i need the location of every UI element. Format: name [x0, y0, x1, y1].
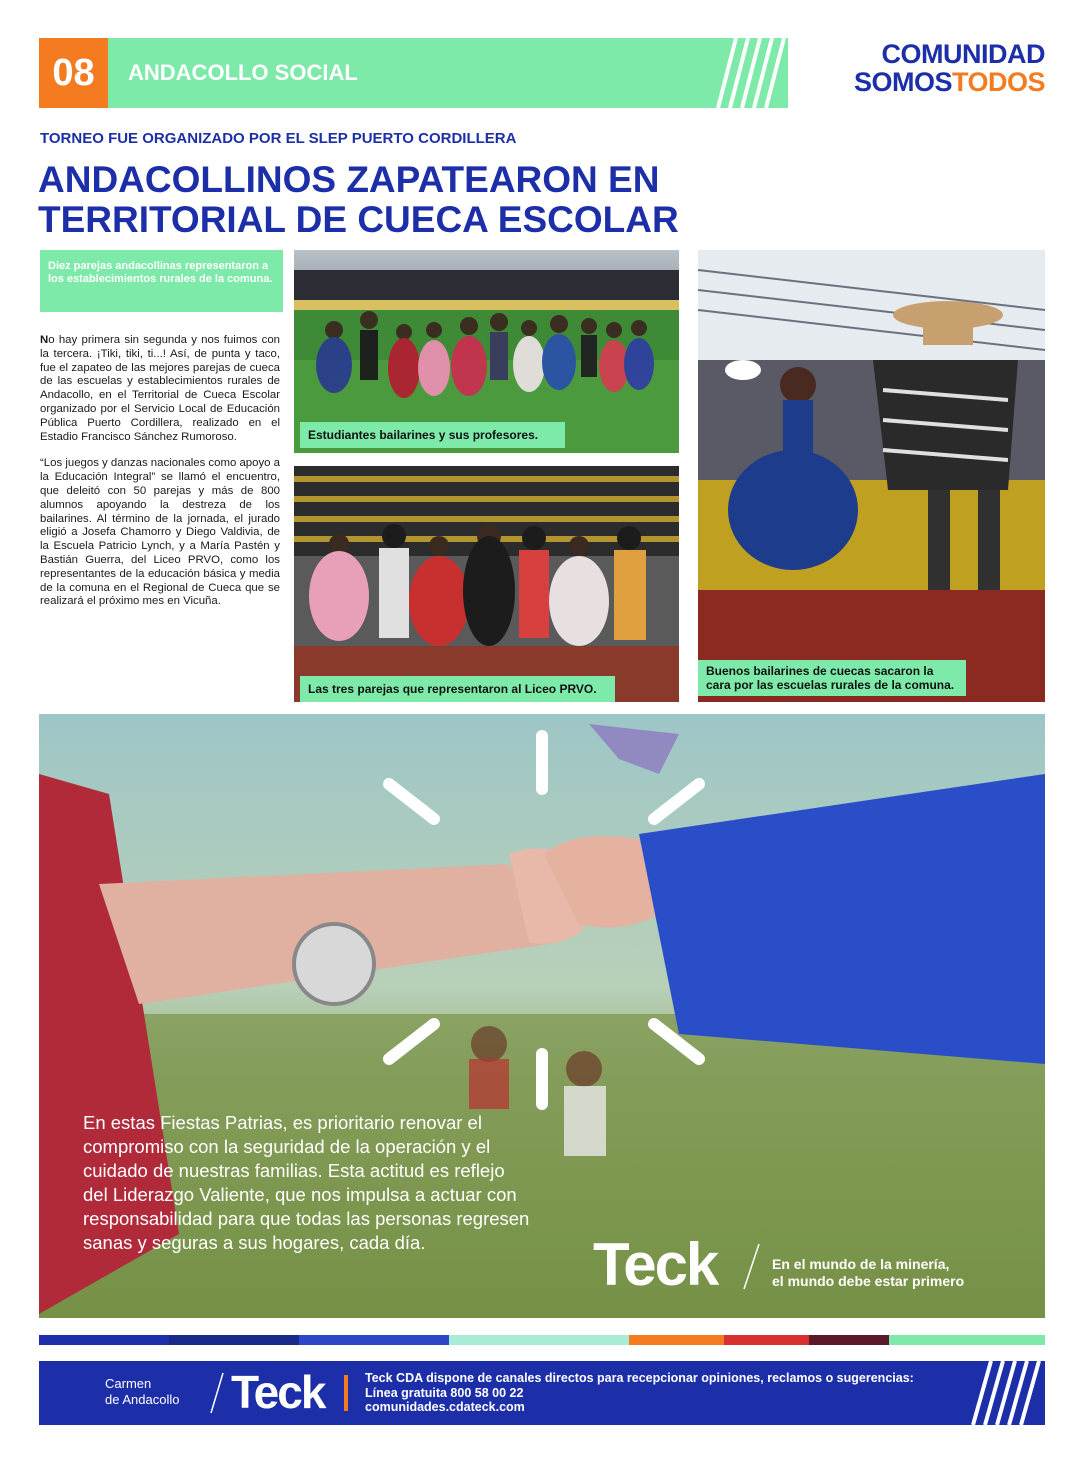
ad-tagline: [772, 1256, 964, 1290]
stripe-segment: [724, 1335, 809, 1345]
article-kicker: TORNEO FUE ORGANIZADO POR EL SLEP PUERTO CORDILLERA: [40, 130, 517, 147]
page-number: 08: [39, 38, 108, 108]
photo-liceo-couples: [294, 466, 679, 702]
paragraph-1: [40, 334, 280, 444]
brand-logo: [800, 40, 1045, 96]
brand-line1: COMUNIDAD: [881, 39, 1045, 69]
dropcap: N: [40, 334, 49, 346]
photo-image: [294, 466, 679, 702]
headline-line2: TERRITORIAL DE CUECA ESCOLAR: [38, 199, 679, 240]
lead-box: Diez parejas andacollinas representaron a los establecimientos rurales de la comuna.: [40, 250, 283, 312]
section-bar: [108, 38, 788, 108]
teck-logo: Teck: [593, 1231, 718, 1298]
article-headline: [38, 160, 738, 240]
info-line1: Teck CDA dispone de canales directos para recepcionar opiniones, reclamos o sugerencias:: [365, 1371, 914, 1385]
footer-contact-info: [365, 1371, 914, 1415]
photo-students-teachers: [294, 250, 679, 453]
carmen-logo: [105, 1376, 179, 1408]
tagline-line1: En el mundo de la minería,: [772, 1256, 950, 1272]
color-stripe-bar: [39, 1335, 1045, 1345]
stripe-segment: [449, 1335, 629, 1345]
paragraph-2: “Los juegos y danzas nacionales como apoyo a la Educación Integral” se llamó el encuentro, que deleitó con 50 parejas y más de 800 alumnos apoyando la destreza de los bailarines. Al término de la jornada, el jurado eligió a Josefa Chamorro y Diego Valdivia, de la Escuela Patricio Lynch, y a María Pastén y Bastián Guerra, del Liceo PRVO, como los representantes de la educación básica y media de la comuna en el Regional de Cueca que se realizará el próximo mes en Vicuña.: [40, 457, 280, 608]
footer-bar: [39, 1361, 1045, 1425]
carmen-line1: Carmen: [105, 1376, 152, 1391]
info-line3[interactable]: comunidades.cdateck.com: [365, 1400, 525, 1414]
footer-stripes-decoration: [955, 1361, 1045, 1425]
info-line2: Línea gratuita 800 58 00 22: [365, 1385, 524, 1400]
stripe-segment: [889, 1335, 1045, 1345]
article-body: [40, 334, 280, 622]
stripe-segment: [809, 1335, 889, 1345]
stripe-segment: [169, 1335, 299, 1345]
caption-3: Buenos bailarines de cuecas sacaron la cara por las escuelas rurales de la comuna.: [698, 660, 966, 696]
caption-2: Las tres parejas que representaron al Liceo PRVO.: [300, 676, 615, 702]
photo-dancers: [698, 250, 1045, 702]
stripe-segment: [299, 1335, 449, 1345]
stripe-segment: [39, 1335, 169, 1345]
section-label: ANDACOLLO SOCIAL: [128, 60, 358, 85]
carmen-line2: de Andacollo: [105, 1392, 180, 1407]
photo-image: [698, 250, 1045, 702]
footer-teck-logo: Teck: [231, 1366, 325, 1418]
paragraph-1-text: o hay primera sin segunda y nos fuimos con la tercera. ¡Tiki, tiki, ti...! Así, de punta y taco, fue el zapateo de las mejores parejas de cueca de las escuelas y establecimientos rurales de Andacollo, en el Territorial de Cueca Escolar organizado por el Servicio Local de Educación Pública Puerto Cordillera, realizado en el Estadio Francisco Sánchez Rumoroso.: [40, 334, 280, 443]
tagline-line2: el mundo debe estar primero: [772, 1273, 965, 1289]
brand-somos: SOMOS: [853, 67, 952, 97]
stripes-decoration: [698, 38, 788, 108]
caption-1: Estudiantes bailarines y sus profesores.: [300, 422, 565, 448]
divider-slash: [207, 1371, 227, 1415]
stripe-segment: [629, 1335, 724, 1345]
ad-message: En estas Fiestas Patrias, es prioritario renovar el compromiso con la seguridad de la operación y el cuidado de nuestras familias. Esta actitud es reflejo del Liderazgo Valiente, que nos impulsa a actuar con responsabilidad para que todas las personas regresen sanas y seguras a sus hogares, cada día.: [83, 1112, 530, 1253]
orange-divider: [344, 1375, 348, 1411]
headline-line1: ANDACOLLINOS ZAPATEARON EN: [38, 159, 660, 200]
brand-todos: TODOS: [951, 67, 1045, 97]
